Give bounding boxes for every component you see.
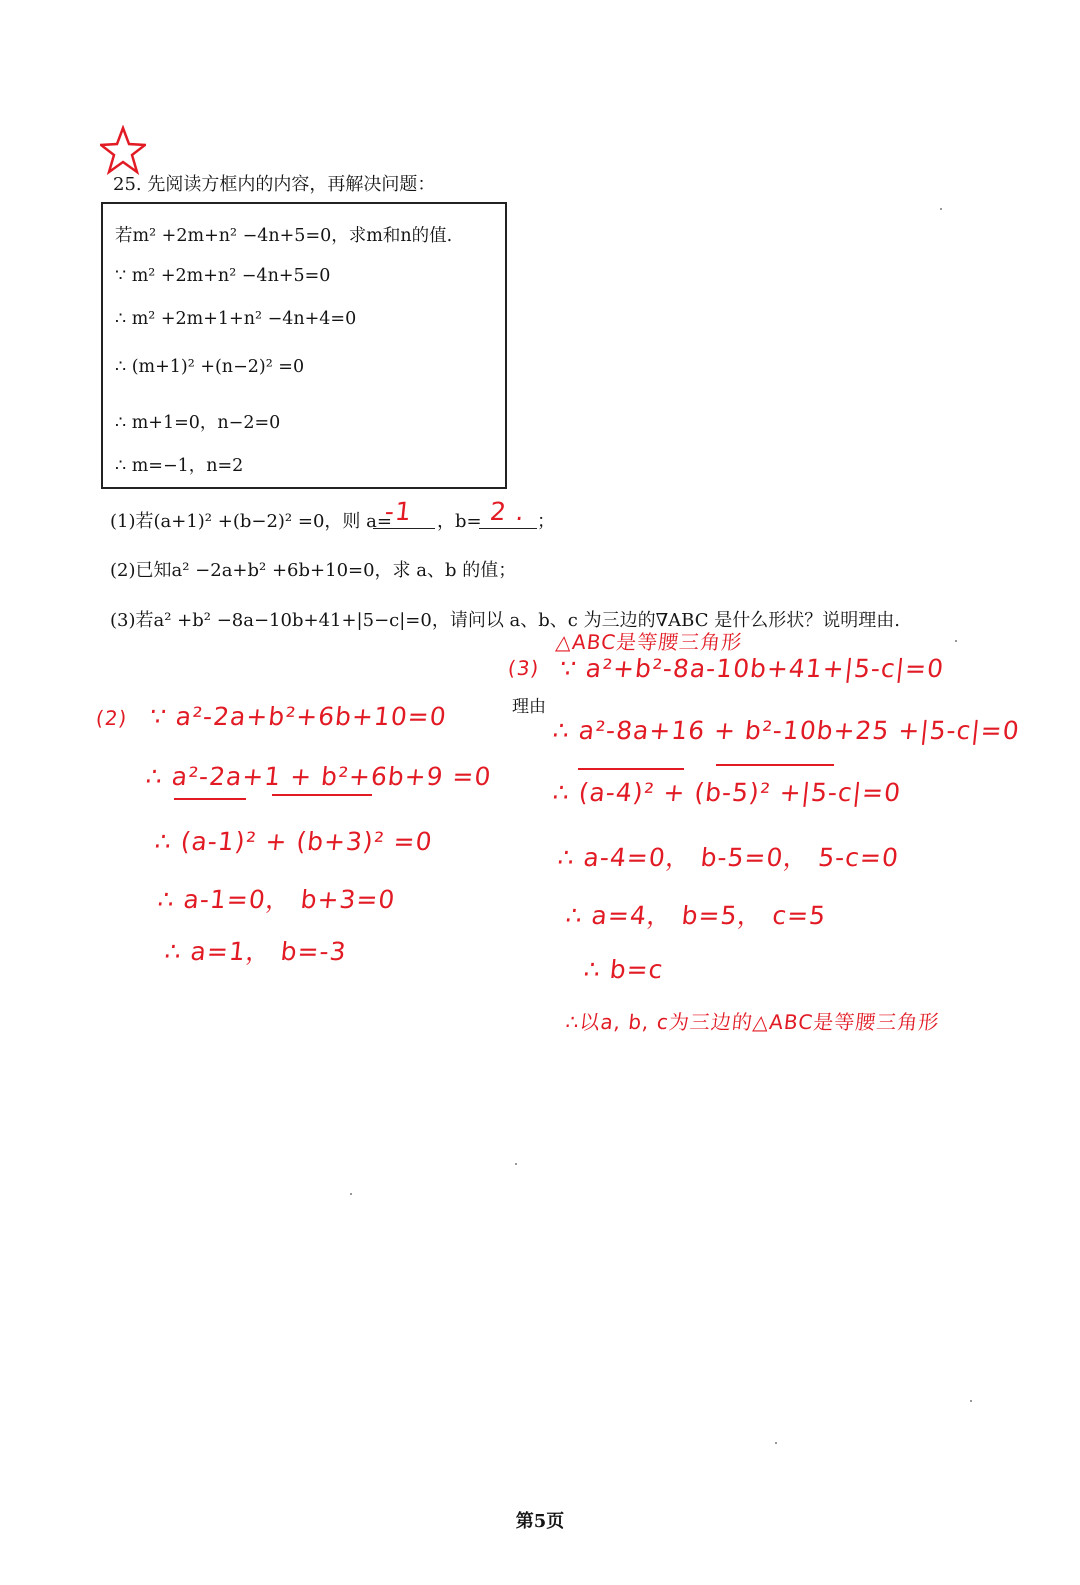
q2-text: (2)已知a² −2a+b² +6b+10=0，求 a、b 的值； [110,560,517,581]
part3-underline [578,768,684,770]
part3-line: ∴ b=c [582,955,665,984]
speck [515,1163,517,1165]
part2-underline [272,794,372,796]
page-footer: 第5页 [515,1511,565,1532]
part3-line: ∵ a²+b²-8a-10b+41+|5-c|=0 [558,654,946,683]
part3-line: ∴ a²-8a+16 + b²-10b+25 +|5-c|=0 [551,716,1022,745]
q1-mid: ，b= [437,511,482,532]
part3-label: (3) [506,656,541,680]
question-stem: 25. 先阅读方框内的内容，再解决问题： [113,174,436,195]
part2-line: ∴ a-1=0， b+3=0 [156,885,397,914]
speck [775,1442,777,1444]
q3-text: (3)若a² +b² −8a−10b+41+|5−c|=0，请问以 a、b、c 为三边的∇ABC 是什么形状？说明理由. [110,610,900,631]
box-line: ∴ m=−1，n=2 [115,456,244,476]
speck [940,208,942,210]
speck [955,640,957,642]
part2-underline [174,798,246,800]
q1-b-answer: 2 . [488,497,527,526]
reading-box [101,202,507,489]
part2-line: ∴ (a-1)² + (b+3)² =0 [153,827,435,856]
q1-a-blank [373,528,435,529]
star-mark-icon [100,125,146,175]
part3-line: ∴以a, b, c为三边的△ABC是等腰三角形 [564,1010,941,1034]
part3-underline [716,764,834,766]
speck [350,1193,352,1195]
box-line: ∴ (m+1)² +(n−2)² =0 [115,357,305,377]
part3-reason: 理由 [512,697,546,717]
q1-prefix: (1)若(a+1)² +(b−2)² =0，则 a= [110,511,392,532]
box-line: 若m² +2m+n² −4n+5=0，求m和n的值. [115,226,453,246]
q1-a-answer: -1 [383,497,414,526]
part3-line: ∴ a-4=0， b-5=0， 5-c=0 [556,843,901,872]
box-line: ∴ m+1=0，n−2=0 [115,413,281,433]
part2-line: ∵ a²-2a+b²+6b+10=0 [148,702,449,731]
q1-b-blank [479,528,537,529]
q1-suffix: ； [537,511,555,532]
part2-line: ∴ a=1， b=-3 [163,937,349,966]
part3-line: ∴ (a-4)² + (b-5)² +|5-c|=0 [551,778,903,807]
part3-header: △ABC是等腰三角形 [554,630,744,654]
part3-line: ∴ a=4， b=5， c=5 [564,901,828,930]
speck [970,1400,972,1402]
box-line: ∴ m² +2m+1+n² −4n+4=0 [115,309,357,329]
part2-line: ∴ a²-2a+1 + b²+6b+9 =0 [144,762,493,791]
part2-label: (2) [94,706,129,730]
box-line: ∵ m² +2m+n² −4n+5=0 [115,266,331,286]
